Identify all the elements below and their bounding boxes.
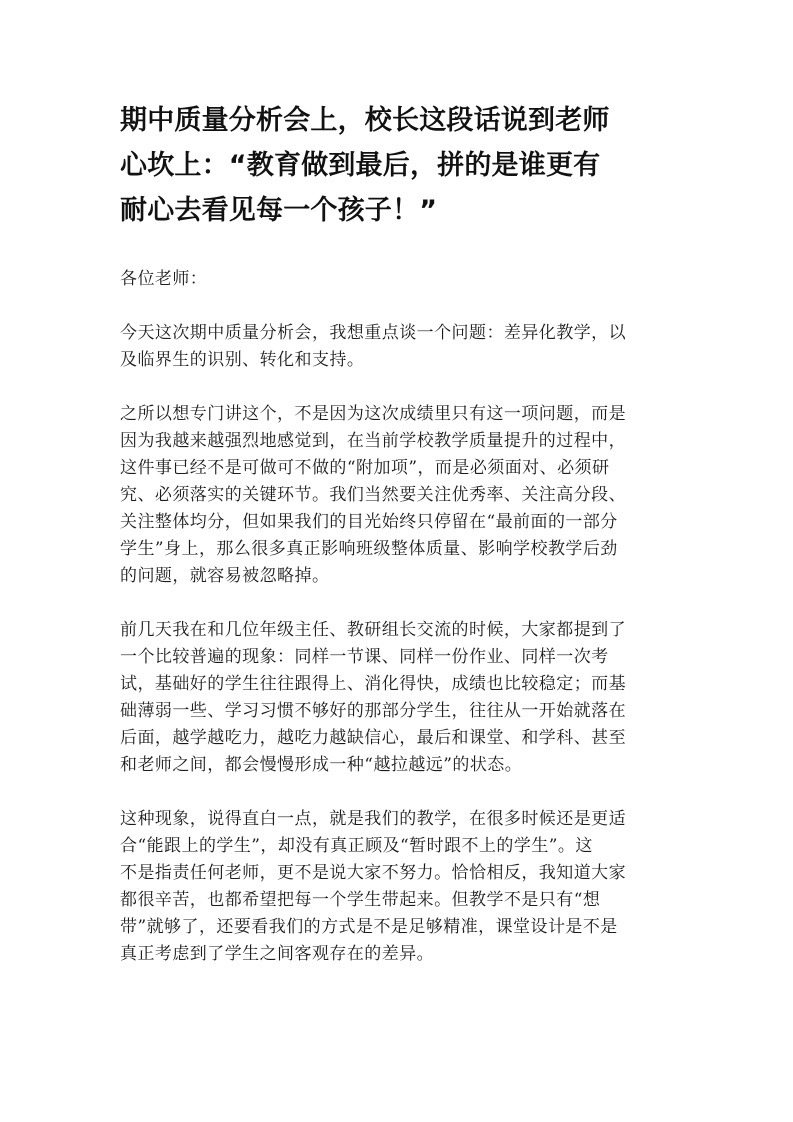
title-line: 期中质量分析会上，校长这段话说到老师 [120, 105, 610, 136]
greeting: 各位老师： [120, 269, 208, 289]
text-line: 一个比较普遍的现象：同样一节课、同样一份作业、同样一次考 [120, 647, 609, 667]
paragraph-reason [120, 401, 659, 590]
text-line: 因为我越来越强烈地感觉到，在当前学校教学质量提升的过程中， [120, 431, 627, 451]
text-line: 之所以想专门讲这个，不是因为这次成绩里只有这一项问题，而是 [120, 404, 627, 424]
paragraph-observation [120, 617, 659, 779]
title-line: 心坎上：“教育做到最后，拼的是谁更有 [120, 150, 601, 181]
text-line: 和老师之间，都会慢慢形成一种“越拉越远”的状态。 [120, 755, 523, 775]
text-line: 后面，越学越吃力，越吃力越缺信心，最后和课堂、和学科、甚至 [120, 728, 627, 748]
text-line: 这种现象，说得直白一点，就是我们的教学，在很多时候还是更适 [120, 809, 627, 829]
text-line: 今天这次期中质量分析会，我想重点谈一个问题：差异化教学，以 [120, 323, 627, 343]
text-line: 真正考虑到了学生之间客观存在的差异。 [120, 944, 435, 964]
paragraph-topic [120, 320, 659, 374]
text-line: 究、必须落实的关键环节。我们当然要关注优秀率、关注高分段、 [120, 485, 627, 505]
text-line: 前几天我在和几位年级主任、教研组长交流的时候，大家都提到了 [120, 620, 627, 640]
text-line: 础薄弱一些、学习习惯不够好的那部分学生，往往从一开始就落在 [120, 701, 627, 721]
text-line: 不是指责任何老师，更不是说大家不努力。恰恰相反，我知道大家 [120, 863, 627, 883]
title-line: 耐心去看见每一个孩子！” [120, 195, 438, 226]
text-line: 及临界生的识别、转化和支持。 [120, 350, 365, 370]
article-body [120, 266, 659, 968]
text-line: 这件事已经不是可做可不做的“附加项”，而是必须面对、必须研 [120, 458, 610, 478]
text-line: 合“能跟上的学生”，却没有真正顾及“暂时跟不上的学生”。这 [120, 836, 593, 856]
text-line: 带”就够了，还要看我们的方式是不是足够精准，课堂设计是不是 [120, 917, 618, 937]
text-line: 试，基础好的学生往往跟得上、消化得快，成绩也比较稳定；而基 [120, 674, 627, 694]
paragraph-reflection [120, 806, 659, 968]
article-title [120, 98, 659, 233]
text-line: 关注整体均分，但如果我们的目光始终只停留在“最前面的一部分 [120, 512, 618, 532]
text-line: 都很辛苦，也都希望把每一个学生带起来。但教学不是只有“想 [120, 890, 601, 910]
text-line: 学生”身上，那么很多真正影响班级整体质量、影响学校教学后劲 [120, 539, 618, 559]
text-line: 的问题，就容易被忽略掉。 [120, 566, 330, 586]
